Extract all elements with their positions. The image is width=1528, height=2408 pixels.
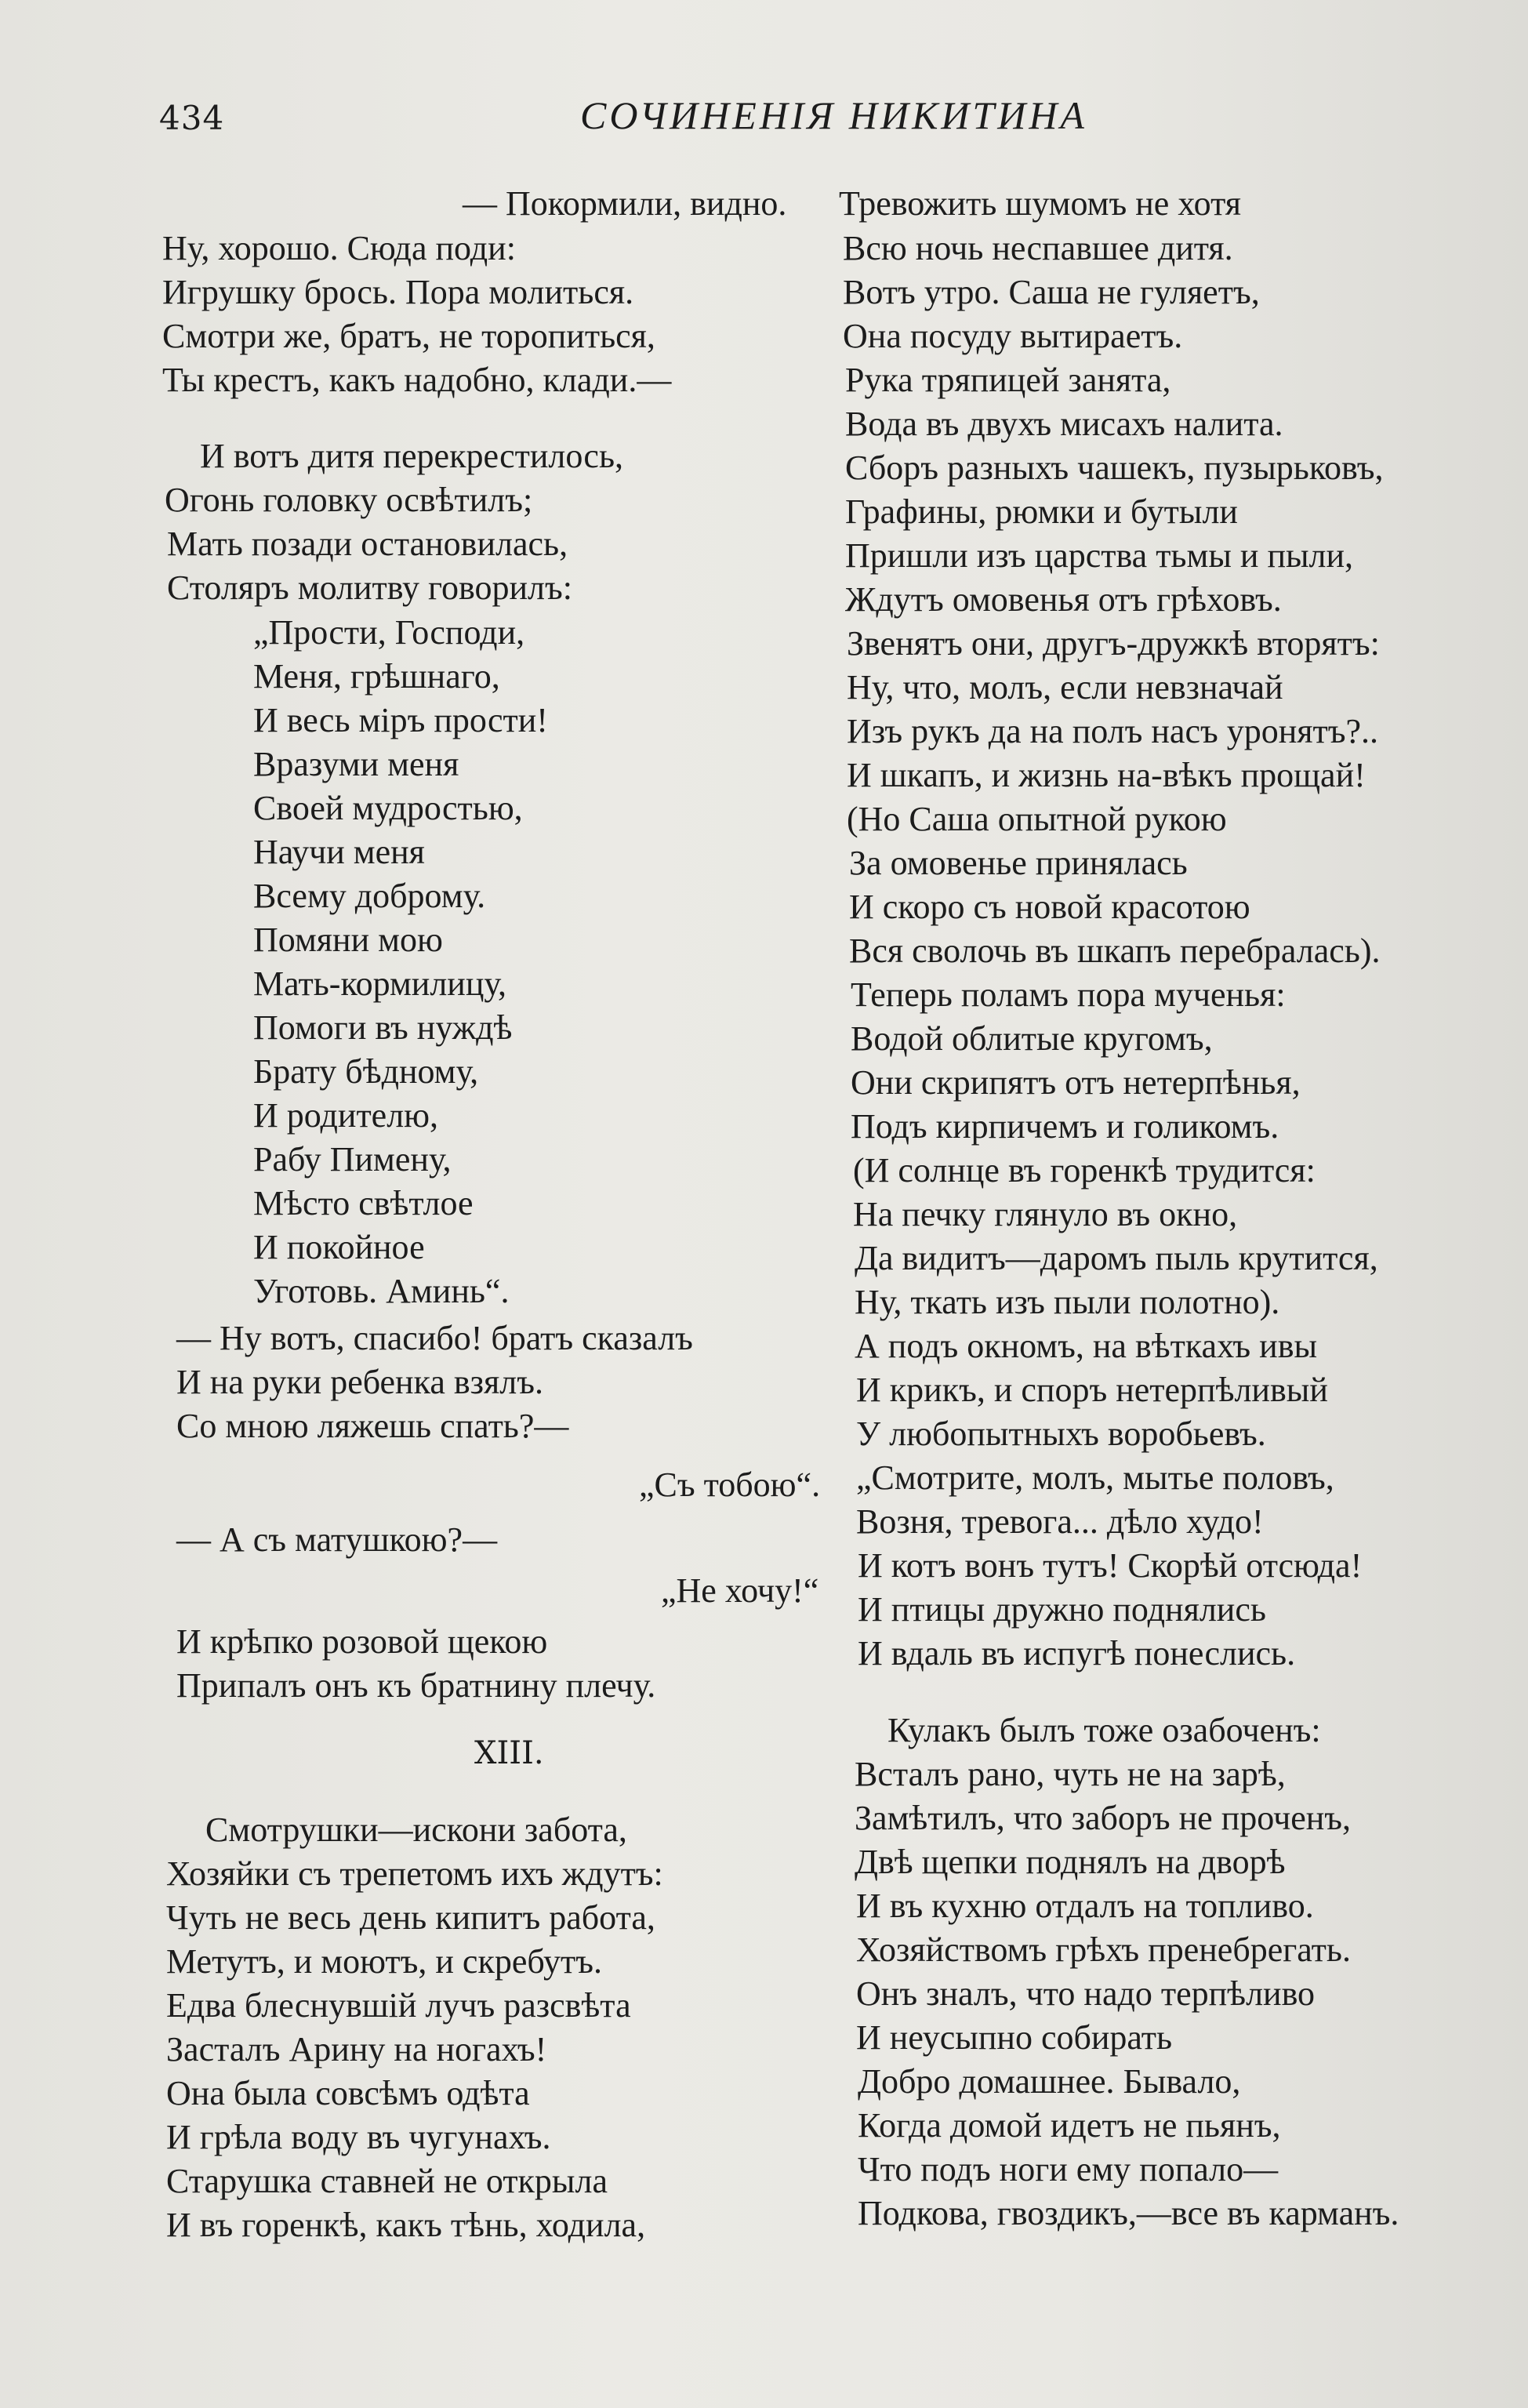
right-verse-line: И крикъ, и споръ нетерпѣливый <box>856 1371 1328 1409</box>
left-verse-line: Брату бѣдному, <box>253 1052 479 1091</box>
right-verse-line: Ну, что, молъ, если невзначай <box>847 668 1283 706</box>
right-verse-line: Графины, рюмки и бутыли <box>845 492 1238 531</box>
left-verse-line: „Съ тобою“. <box>639 1466 821 1504</box>
left-verse-line: И крѣпко розовой щекою <box>176 1622 548 1661</box>
left-verse-line: — А съ матушкою?— <box>176 1520 498 1559</box>
right-verse-line: Изъ рукъ да на полъ насъ уронятъ?.. <box>847 712 1379 750</box>
left-verse-line: И на руки ребенка взялъ. <box>176 1363 543 1401</box>
left-verse-line: Рабу Пимену, <box>253 1140 452 1179</box>
right-verse-line: И вдаль въ испугѣ понеслись. <box>858 1634 1296 1673</box>
right-verse-line: И котъ вонъ тутъ! Скорѣй отсюда! <box>858 1546 1363 1585</box>
left-verse-line: И вотъ дитя перекрестилось, <box>200 437 624 475</box>
right-verse-line: Сборъ разныхъ чашекъ, пузырьковъ, <box>845 449 1384 487</box>
right-verse-line: У любопытныхъ воробьевъ. <box>856 1415 1266 1453</box>
left-verse-line: Огонь головку освѣтилъ; <box>165 481 533 519</box>
right-verse-line: И шкапъ, и жизнь на-вѣкъ прощай! <box>847 756 1366 794</box>
right-verse-line: Подъ кирпичемъ и голикомъ. <box>851 1107 1279 1146</box>
right-verse-line: И птицы дружно поднялись <box>858 1590 1266 1629</box>
left-verse-line: И въ горенкѣ, какъ тѣнь, ходила, <box>166 2206 646 2244</box>
left-verse-line: Научи меня <box>253 833 425 871</box>
left-verse-line: Метутъ, и моютъ, и скребутъ. <box>166 1942 603 1981</box>
right-verse-line: И неусыпно собирать <box>856 2018 1173 2057</box>
left-verse-line: Старушка ставней не открыла <box>166 2162 608 2200</box>
right-verse-line: Всталъ рано, чуть не на зарѣ, <box>855 1755 1286 1793</box>
running-title: СОЧИНЕНІЯ НИКИТИНА <box>580 93 1087 137</box>
left-verse-line: Она была совсѣмъ одѣта <box>166 2074 530 2112</box>
left-verse-line: Игрушку брось. Пора молиться. <box>162 273 634 311</box>
left-verse-line: Хозяйки съ трепетомъ ихъ ждутъ: <box>166 1854 663 1893</box>
page-number: 434 <box>159 99 225 137</box>
right-verse-line: Она посуду вытираетъ. <box>843 317 1183 355</box>
right-verse-line: Хозяйствомъ грѣхъ пренебрегать. <box>856 1930 1351 1969</box>
left-verse-line: Мать-кормилицу, <box>253 964 506 1003</box>
right-verse-line: Водой облитые кругомъ, <box>851 1019 1213 1058</box>
left-verse-line: Столяръ молитву говорилъ: <box>167 568 572 607</box>
right-verse-line: Возня, тревога... дѣло худо! <box>856 1502 1264 1541</box>
right-verse-line: Кулакъ былъ тоже озабоченъ: <box>887 1711 1321 1749</box>
right-verse-line: И въ кухню отдалъ на топливо. <box>856 1887 1314 1925</box>
right-verse-line: Ну, ткать изъ пыли полотно). <box>855 1283 1280 1321</box>
left-verse-line: „Не хочу!“ <box>661 1571 819 1610</box>
right-verse-line: „Смотрите, молъ, мытье половъ, <box>856 1458 1334 1497</box>
left-verse-line: Мѣсто свѣтлое <box>253 1184 474 1222</box>
right-verse-line: Вся сволочь въ шкапъ перебралась). <box>849 932 1381 970</box>
left-verse-line: Ты крестъ, какъ надобно, клади.— <box>162 361 672 399</box>
right-verse-line: А подъ окномъ, на вѣткахъ ивы <box>855 1327 1318 1365</box>
left-verse-line: — Покормили, видно. <box>463 184 787 223</box>
right-verse-line: Онъ зналъ, что надо терпѣливо <box>856 1974 1316 2013</box>
right-verse-line: Тревожить шумомъ не хотя <box>839 184 1241 223</box>
left-verse-line: Вразуми меня <box>253 745 459 783</box>
left-verse-line: И грѣла воду въ чугунахъ. <box>166 2118 551 2156</box>
right-verse-line: Ждутъ омовенья отъ грѣховъ. <box>845 580 1282 619</box>
right-verse-line: И скоро съ новой красотою <box>849 888 1250 926</box>
left-verse-line: И родителю, <box>253 1096 439 1135</box>
left-verse-line: Уготовь. Аминь“. <box>253 1272 510 1310</box>
right-verse-line: Они скрипятъ отъ нетерпѣнья, <box>851 1063 1301 1102</box>
left-verse-line: И весь міръ прости! <box>253 701 548 739</box>
left-verse-line: Смотрушки—искони забота, <box>205 1811 627 1849</box>
left-verse-line: Едва блеснувшій лучъ разсвѣта <box>166 1986 631 2025</box>
left-verse-line: Засталъ Арину на ногахъ! <box>166 2030 547 2068</box>
right-verse-line: Что подъ ноги ему попало— <box>858 2150 1279 2188</box>
right-verse-line: Звенятъ они, другъ-дружкѣ вторятъ: <box>847 624 1380 663</box>
right-verse-line: Двѣ щепки поднялъ на дворѣ <box>855 1843 1286 1881</box>
right-verse-line: За омовенье принялась <box>849 844 1188 882</box>
right-verse-line: Вотъ утро. Саша не гуляетъ, <box>843 273 1260 311</box>
left-verse-line: „Прости, Господи, <box>253 613 525 652</box>
left-verse-line: Смотри же, братъ, не торопиться, <box>162 317 655 355</box>
left-verse-line: Чуть не весь день кипитъ работа, <box>166 1898 655 1937</box>
left-verse-line: Меня, грѣшнаго, <box>253 657 500 696</box>
left-verse-line: Припалъ онъ къ братнину плечу. <box>176 1666 656 1705</box>
right-verse-line: Да видитъ—даромъ пыль крутится, <box>855 1239 1378 1277</box>
right-verse-line: Добро домашнее. Бывало, <box>858 2062 1241 2101</box>
left-verse-line: Помяни мою <box>253 921 443 959</box>
right-verse-line: Всю ночь неспавшее дитя. <box>843 229 1233 267</box>
right-verse-line: Подкова, гвоздикъ,—все въ карманъ. <box>858 2194 1399 2232</box>
right-verse-line: (И солнце въ горенкѣ трудится: <box>853 1151 1316 1189</box>
right-verse-line: Теперь поламъ пора мученья: <box>851 975 1286 1014</box>
section-heading: XIII. <box>474 1735 544 1771</box>
left-verse-line: И покойное <box>253 1228 425 1266</box>
right-verse-line: Когда домой идетъ не пьянъ, <box>858 2106 1281 2145</box>
right-verse-line: Рука тряпицей занята, <box>845 361 1171 399</box>
right-verse-line: Замѣтилъ, что заборъ не проченъ, <box>855 1799 1352 1837</box>
right-verse-line: Пришли изъ царства тьмы и пыли, <box>845 536 1354 575</box>
left-verse-line: Ну, хорошо. Сюда поди: <box>162 229 516 267</box>
left-verse-line: — Ну вотъ, спасибо! братъ сказалъ <box>176 1319 693 1357</box>
left-verse-line: Своей мудростью, <box>253 789 523 827</box>
right-verse-line: Вода въ двухъ мисахъ налита. <box>845 405 1283 443</box>
left-verse-line: Со мною ляжешь спать?— <box>176 1407 569 1445</box>
left-verse-line: Всему доброму. <box>253 877 486 915</box>
left-verse-line: Помоги въ нуждѣ <box>253 1008 513 1047</box>
left-verse-line: Мать позади остановилась, <box>167 525 568 563</box>
right-verse-line: На печку глянуло въ окно, <box>853 1195 1238 1233</box>
right-verse-line: (Но Саша опытной рукою <box>847 800 1227 838</box>
